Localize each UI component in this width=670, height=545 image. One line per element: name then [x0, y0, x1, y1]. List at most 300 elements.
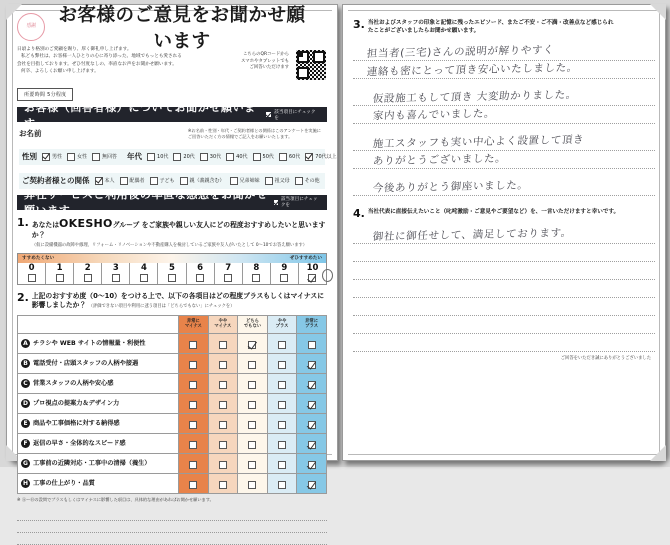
- q2-free-text-area[interactable]: [17, 509, 327, 545]
- section-title-respondent: お客様（回答者様）についてお聞かせ願います: [24, 100, 256, 130]
- checkbox-icon[interactable]: [265, 177, 273, 185]
- handwriting-line[interactable]: [353, 334, 655, 352]
- checkbox-icon[interactable]: [295, 177, 303, 185]
- matrix-cell-g-1[interactable]: [208, 453, 238, 473]
- handwriting-line[interactable]: [353, 226, 655, 244]
- checkbox-icon[interactable]: [248, 441, 256, 449]
- matrix-cell-f-2[interactable]: [238, 433, 268, 453]
- handwriting-line[interactable]: [353, 151, 655, 169]
- checkbox-icon[interactable]: [189, 441, 197, 449]
- option-label: 60代: [288, 154, 301, 161]
- relation-option-parent[interactable]: [180, 177, 225, 185]
- matrix-item-e: [18, 413, 179, 433]
- nps-scale: [17, 253, 327, 285]
- matrix-cell-c-2[interactable]: [238, 373, 268, 393]
- item-marker-icon: D: [21, 399, 30, 408]
- checkbox-icon[interactable]: [248, 361, 256, 369]
- handwriting-line[interactable]: [353, 262, 655, 280]
- q1-text-a: あなたは: [31, 220, 60, 229]
- q3-text-line-2: たことがございましたらお聞かせ願います。: [367, 28, 480, 35]
- checkbox-icon[interactable]: [278, 341, 286, 349]
- company-stamp-icon: 感謝: [17, 13, 45, 41]
- nps-value: 7: [225, 262, 232, 273]
- checkbox-icon[interactable]: [56, 274, 64, 282]
- option-label: 兄弟姉妹: [239, 178, 260, 185]
- handwritten-text: 仮設施工もして頂き 大変助かりました。: [372, 88, 578, 105]
- checkbox-icon[interactable]: [219, 461, 227, 469]
- checkbox-icon[interactable]: [28, 274, 36, 282]
- name-note: [188, 128, 325, 141]
- checkbox-icon[interactable]: [219, 381, 227, 389]
- checkbox-hint-icon: [266, 112, 271, 117]
- matrix-header-row: [18, 315, 327, 333]
- matrix-cell-h-4[interactable]: [297, 473, 327, 493]
- qr-note-line-3: ご回答いただけます: [249, 65, 289, 71]
- checkbox-icon[interactable]: [219, 421, 227, 429]
- checkbox-icon[interactable]: [278, 481, 286, 489]
- item-label: 工事前の近隣対応・工事中の清掃（養生）: [33, 460, 151, 468]
- header-line-2: プラス: [305, 324, 319, 330]
- item-marker-icon: C: [21, 379, 30, 388]
- header-line-1: 非常に: [186, 318, 200, 324]
- matrix-cell-e-1[interactable]: [208, 413, 238, 433]
- matrix-cell-c-1[interactable]: [208, 373, 238, 393]
- handwriting-line[interactable]: [353, 133, 655, 151]
- checkbox-icon[interactable]: [253, 153, 261, 161]
- question-3-number: 3.: [353, 18, 365, 31]
- checkbox-icon[interactable]: [168, 274, 176, 282]
- table-row: [18, 413, 327, 433]
- checkbox-icon[interactable]: [279, 153, 287, 161]
- handwritten-text: 担当者(三宅)さんの説明が解りやすく: [366, 43, 555, 60]
- item-label: プロ視点の提案力＆デザイン力: [33, 400, 120, 408]
- qr-note-line-1: こちらのQRコードから: [242, 52, 289, 57]
- q1-brand: OKESHO: [59, 216, 113, 230]
- checkbox-icon[interactable]: [248, 421, 256, 429]
- checkbox-icon[interactable]: [150, 177, 158, 185]
- checkbox-icon[interactable]: [278, 461, 286, 469]
- option-label: 本人: [104, 178, 115, 185]
- table-row: [18, 473, 327, 493]
- matrix-cell-b-0[interactable]: [179, 353, 209, 373]
- question-2-text: [32, 292, 327, 310]
- checkbox-icon[interactable]: [224, 274, 232, 282]
- table-row: [18, 333, 327, 353]
- item-marker-icon: B: [21, 359, 30, 368]
- matrix-cell-d-3[interactable]: [267, 393, 297, 413]
- nps-option-10[interactable]: [298, 263, 326, 284]
- page-title: お客様のご意見をお聞かせ願います: [58, 5, 306, 52]
- matrix-cell-f-4[interactable]: [297, 433, 327, 453]
- item-marker-icon: F: [21, 439, 30, 448]
- matrix-header-neutral: [238, 315, 268, 333]
- checkbox-icon[interactable]: [189, 461, 197, 469]
- checkbox-hint-icon: [274, 200, 278, 205]
- checkbox-icon[interactable]: [189, 341, 197, 349]
- gender-option-female[interactable]: [67, 153, 87, 161]
- matrix-cell-a-1[interactable]: [208, 333, 238, 353]
- name-label: お名前: [19, 129, 42, 138]
- question-1-text: [32, 217, 327, 249]
- handwriting-line[interactable]: [353, 316, 655, 334]
- age-option-30s[interactable]: [200, 153, 221, 161]
- option-label: 20代: [183, 154, 195, 161]
- checkbox-icon[interactable]: [308, 341, 316, 349]
- time-required-badge: 所要時間 5分程度: [17, 88, 73, 101]
- checkbox-icon[interactable]: [308, 401, 316, 409]
- question-1: [17, 217, 327, 249]
- age-label: 年代: [127, 152, 143, 162]
- qr-code-icon[interactable]: [295, 49, 327, 81]
- nps-option-1[interactable]: [45, 263, 73, 284]
- matrix-cell-b-2[interactable]: [238, 353, 268, 373]
- checkbox-icon[interactable]: [180, 177, 188, 185]
- matrix-item-a: [18, 333, 179, 353]
- matrix-cell-e-4[interactable]: [297, 413, 327, 433]
- option-label: 40代: [236, 154, 248, 161]
- checkbox-icon[interactable]: [278, 361, 286, 369]
- option-label: 無回答: [102, 154, 118, 161]
- matrix-header-very-minus: [179, 315, 209, 333]
- option-label: 70代以上: [315, 154, 337, 161]
- matrix-cell-b-4[interactable]: [297, 353, 327, 373]
- section-note-feedback: [274, 196, 320, 208]
- nps-value: 5: [169, 262, 175, 273]
- section-note-respondent: [266, 109, 320, 121]
- nps-right-label: ぜひすすめたい: [289, 256, 322, 262]
- question-1-subtext: （仮に設備機器の故障や修理、リフォーム・リノベーションや不動産購入を検討しているご家族や友人がいたとして 0〜10でお答え願います）: [31, 242, 308, 248]
- checkbox-icon[interactable]: [308, 274, 316, 282]
- checkbox-icon[interactable]: [147, 153, 155, 161]
- table-row: [18, 353, 327, 373]
- relation-option-spouse[interactable]: [120, 177, 145, 185]
- relation-option-other[interactable]: [295, 177, 320, 185]
- question-2: [17, 292, 327, 310]
- header-line-2: マイナス: [214, 324, 232, 330]
- matrix-header-blank: [18, 315, 179, 333]
- checkbox-icon[interactable]: [230, 177, 238, 185]
- item-marker-icon: G: [21, 459, 30, 468]
- checkbox-icon[interactable]: [308, 461, 316, 469]
- matrix-cell-d-4[interactable]: [297, 393, 327, 413]
- matrix-cell-e-2[interactable]: [238, 413, 268, 433]
- nps-value: 6: [197, 262, 204, 273]
- intro-line-3: 会社を目指しております。ぜひ忖度なしの、率直なお声をお聞かせ願います。: [17, 61, 177, 67]
- item-label: 営業スタッフの人柄や安心感: [33, 380, 114, 388]
- matrix-item-c: [18, 373, 179, 393]
- nps-options: [18, 263, 326, 284]
- section-note-text: 該当項目にチェックを: [280, 197, 318, 209]
- table-row: [18, 453, 327, 473]
- checkbox-icon[interactable]: [248, 381, 256, 389]
- checkbox-icon[interactable]: [308, 381, 316, 389]
- option-label: 50代: [262, 154, 274, 161]
- section-header-respondent: [17, 100, 327, 130]
- question-4: [353, 208, 655, 219]
- respondent-fields: [17, 122, 337, 189]
- option-label: 30代: [209, 154, 222, 161]
- nps-value: 0: [28, 262, 35, 273]
- question-4-number: 4.: [353, 206, 365, 220]
- age-option-20s[interactable]: [173, 153, 194, 161]
- question-4-text: 当社代表に直接伝えたいこと（叱咤激励・ご意見やご要望など）を、一言いただけますと幸いです。: [367, 208, 620, 215]
- checkbox-icon[interactable]: [248, 341, 256, 349]
- nps-option-9[interactable]: [270, 263, 298, 284]
- checkbox-icon[interactable]: [189, 421, 197, 429]
- item-label: 返信の早さ・全体的なスピード感: [33, 440, 126, 448]
- name-note-line-1: ※お名前・性別・年代・ご契約者様との関係はこのアンケートを実施に: [187, 128, 321, 133]
- header-line-2: でもない: [243, 324, 262, 330]
- matrix-item-f: [18, 433, 179, 453]
- left-page: [6, 4, 338, 502]
- section-title-feedback: 弊社サービスご利用後の率直な感想をお聞かせ願います: [24, 188, 268, 218]
- nps-value: 8: [253, 262, 260, 273]
- relation-option-grandparent[interactable]: [265, 177, 290, 185]
- intro-line-4: 何卒、よろしくお願い申し上げます。: [21, 69, 99, 75]
- nps-option-5[interactable]: [157, 263, 185, 284]
- item-label: チラシや WEB サイトの情報量・利便性: [33, 340, 146, 348]
- section-header-feedback: [17, 188, 327, 218]
- question-1-number: 1.: [17, 215, 29, 229]
- nps-option-4[interactable]: [129, 263, 157, 284]
- checkbox-icon[interactable]: [278, 381, 286, 389]
- checkbox-icon[interactable]: [219, 481, 227, 489]
- checkbox-icon[interactable]: [140, 274, 148, 282]
- matrix-cell-d-2[interactable]: [238, 393, 268, 413]
- checkbox-icon[interactable]: [219, 401, 227, 409]
- handwriting-line[interactable]: [353, 244, 655, 262]
- matrix-header-plus: [267, 315, 297, 333]
- option-label: 配偶者: [129, 178, 145, 185]
- relation-option-self[interactable]: [95, 177, 115, 185]
- option-label: 子ども: [159, 178, 175, 185]
- handwritten-text: 御社に御任せして、満足しております。: [372, 226, 573, 243]
- relation-label: ご契約者様との関係: [22, 176, 90, 186]
- table-row: [18, 433, 327, 453]
- checkbox-icon[interactable]: [189, 381, 197, 389]
- matrix-item-d: [18, 393, 179, 413]
- matrix-cell-c-3[interactable]: [267, 373, 297, 393]
- gender-option-male[interactable]: [42, 153, 62, 161]
- age-option-50s[interactable]: [253, 153, 274, 161]
- matrix-item-b: [18, 353, 179, 373]
- matrix-cell-f-1[interactable]: [208, 433, 238, 453]
- handwriting-line[interactable]: [353, 298, 655, 316]
- header-line-1: やや: [277, 318, 287, 324]
- checkbox-icon[interactable]: [308, 421, 316, 429]
- q1-text-b: グループ をご家族や親しい友人にどの程度おすすめしたいと思いますか？: [31, 220, 326, 240]
- nps-value: 4: [140, 262, 147, 273]
- option-label: その他: [304, 178, 320, 185]
- matrix-cell-g-2[interactable]: [238, 453, 268, 473]
- matrix-header-very-plus: [297, 315, 327, 333]
- matrix-cell-h-0[interactable]: [179, 473, 209, 493]
- free-text-line[interactable]: [17, 509, 327, 521]
- item-marker-icon: A: [21, 339, 30, 348]
- question-3: [353, 19, 655, 36]
- matrix-cell-h-3[interactable]: [267, 473, 297, 493]
- question-3-text: [368, 19, 614, 36]
- checkbox-icon[interactable]: [305, 153, 313, 161]
- qr-note-line-2: スマホやタブレットでも: [241, 58, 289, 64]
- matrix-footnote: ※ Ⓐ〜Ⓗの設問でプラスもしくはマイナスに影響した項目は、具体的な理由があればお聞かせ願います。: [17, 496, 214, 502]
- free-text-line[interactable]: [17, 521, 327, 533]
- matrix-cell-d-0[interactable]: [179, 393, 209, 413]
- checkbox-icon[interactable]: [248, 461, 256, 469]
- item-marker-icon: E: [21, 419, 30, 428]
- item-marker-icon: H: [22, 479, 29, 487]
- intro-block: [17, 46, 327, 81]
- intro-text: [17, 46, 235, 76]
- matrix-cell-b-3[interactable]: [267, 353, 297, 373]
- checkbox-icon[interactable]: [112, 274, 120, 282]
- nps-option-3[interactable]: [101, 263, 129, 284]
- matrix-cell-g-4[interactable]: [297, 453, 327, 473]
- matrix-cell-c-0[interactable]: [179, 373, 209, 393]
- matrix-cell-g-3[interactable]: [267, 453, 297, 473]
- matrix-cell-e-0[interactable]: [179, 413, 209, 433]
- checkbox-icon[interactable]: [84, 274, 92, 282]
- checkbox-icon[interactable]: [278, 401, 286, 409]
- checkbox-icon[interactable]: [308, 481, 316, 489]
- q4-answer-area[interactable]: [353, 226, 655, 352]
- nps-option-6[interactable]: [186, 263, 214, 284]
- handwritten-text: 連絡も密にとって頂き安心いたしました。: [366, 61, 579, 78]
- checkbox-icon[interactable]: [189, 361, 197, 369]
- checkbox-icon[interactable]: [189, 401, 197, 409]
- nps-option-0[interactable]: [18, 263, 45, 284]
- handwriting-line[interactable]: [353, 106, 655, 124]
- checkbox-icon[interactable]: [67, 153, 75, 161]
- intro-line-2: 私ども弊社は、お客様一人ひとりの心に寄り添った、地域でもっとも愛される: [21, 54, 182, 60]
- nps-left-label: すすめたくない: [22, 256, 55, 262]
- handwriting-line[interactable]: [353, 280, 655, 298]
- matrix-cell-f-3[interactable]: [267, 433, 297, 453]
- header-line-2: マイナス: [184, 324, 202, 330]
- checkbox-icon[interactable]: [42, 153, 50, 161]
- option-label: 親（義親含む）: [189, 178, 225, 185]
- q3-answer-area[interactable]: [353, 43, 655, 196]
- checkbox-icon[interactable]: [252, 274, 260, 282]
- item-label: 電話受付・店頭スタッフの人柄や接遇: [33, 360, 139, 368]
- matrix-cell-f-0[interactable]: [179, 433, 209, 453]
- matrix-cell-g-0[interactable]: [179, 453, 209, 473]
- nps-option-2[interactable]: [73, 263, 101, 284]
- nps-option-7[interactable]: [214, 263, 242, 284]
- matrix-cell-e-3[interactable]: [267, 413, 297, 433]
- handwritten-text: 今後ありがとう御座いました。: [372, 179, 530, 195]
- evaluation-matrix: [17, 315, 327, 494]
- matrix-item-h: [18, 473, 179, 493]
- age-option-40s[interactable]: [226, 153, 247, 161]
- q3-text-line-1: 当社およびスタッフの印象と記憶に残ったエピソード、またご不安・ご不満・改善点など感じられ: [367, 20, 614, 26]
- section-note-text: 該当項目にチェックを: [274, 109, 316, 121]
- nps-value: 9: [281, 262, 288, 273]
- matrix-item-g: [18, 453, 179, 473]
- relation-option-sibling[interactable]: [230, 177, 260, 185]
- checkbox-icon[interactable]: [280, 274, 288, 282]
- checkbox-icon[interactable]: [278, 441, 286, 449]
- nps-option-8[interactable]: [242, 263, 270, 284]
- nps-value: 2: [84, 262, 91, 273]
- nps-value: 1: [56, 262, 63, 273]
- option-label: 10代: [157, 154, 169, 161]
- nps-value: 3: [112, 262, 119, 273]
- handwriting-line[interactable]: [353, 43, 655, 61]
- checkbox-icon[interactable]: [308, 441, 316, 449]
- matrix-cell-c-4[interactable]: [297, 373, 327, 393]
- checkbox-icon[interactable]: [196, 274, 204, 282]
- matrix-cell-d-1[interactable]: [208, 393, 238, 413]
- question-2-number: 2.: [17, 291, 29, 305]
- item-label: 工事の仕上がり・品質: [33, 480, 95, 488]
- gender-age-row: [19, 149, 337, 165]
- gender-option-noanswer[interactable]: [92, 153, 117, 161]
- handwritten-text: ありがとうございました。: [372, 152, 507, 168]
- free-text-line[interactable]: [17, 533, 327, 545]
- option-label: 女性: [77, 154, 88, 161]
- checkbox-icon[interactable]: [200, 153, 208, 161]
- handwriting-line[interactable]: [353, 61, 655, 79]
- name-note-line-2: ご回答いただく方の情報でご記入をお願いいたします。: [187, 134, 293, 140]
- checkbox-icon[interactable]: [226, 153, 234, 161]
- thanks-message: ご回答をいただき誠にありがとうございました: [560, 355, 651, 361]
- handwriting-line[interactable]: [353, 88, 655, 106]
- checkbox-icon[interactable]: [248, 401, 256, 409]
- checkbox-icon[interactable]: [248, 481, 256, 489]
- option-label: 祖父母: [274, 178, 290, 185]
- age-option-70plus[interactable]: [305, 153, 336, 161]
- checkbox-icon[interactable]: [92, 153, 100, 161]
- checkbox-icon[interactable]: [173, 153, 181, 161]
- matrix-cell-b-1[interactable]: [208, 353, 238, 373]
- handwritten-circle-mark: [322, 269, 333, 282]
- handwritten-text: 施工スタッフも実い中心よく設置して頂き: [372, 133, 585, 150]
- matrix-header-minus: [208, 315, 238, 333]
- checkbox-icon[interactable]: [219, 341, 227, 349]
- intro-line-1: 日頃より格別のご愛顧を賜り、厚く御礼申し上げます。: [17, 47, 132, 52]
- checkbox-icon[interactable]: [308, 361, 316, 369]
- header-line-1: 非常に: [305, 318, 319, 324]
- gender-label: 性別: [22, 152, 37, 162]
- checkbox-icon[interactable]: [120, 177, 128, 185]
- age-option-10s[interactable]: [147, 153, 168, 161]
- handwriting-line[interactable]: [353, 178, 655, 196]
- checkbox-icon[interactable]: [219, 361, 227, 369]
- item-label: 商品や工事価格に対する納得感: [33, 420, 120, 428]
- checkbox-icon[interactable]: [278, 421, 286, 429]
- header-line-1: どちら: [246, 318, 259, 324]
- qr-instruction-text: [241, 46, 289, 72]
- relation-option-child[interactable]: [150, 177, 175, 185]
- matrix-cell-a-2[interactable]: [238, 333, 268, 353]
- question-2-subtext: （評価できない項目や利用に迷う項目は「どちらでもない」にチェックを）: [88, 304, 235, 310]
- matrix-cell-a-0[interactable]: [179, 333, 209, 353]
- handwritten-text: 家内も喜んでいました。: [372, 107, 496, 123]
- right-page: [342, 4, 666, 461]
- q2-main-text: 上記のおすすめ度（0〜10）をつける上で、以下の各項目はどの程度プラスもしくはマイナスに影響しましたか？: [31, 292, 325, 310]
- matrix-cell-h-1[interactable]: [208, 473, 238, 493]
- table-row: [18, 393, 327, 413]
- checkbox-icon[interactable]: [95, 177, 103, 185]
- checkbox-icon[interactable]: [189, 481, 197, 489]
- matrix-cell-h-2[interactable]: [238, 473, 268, 493]
- table-row: [18, 373, 327, 393]
- age-option-60s[interactable]: [279, 153, 300, 161]
- matrix-cell-a-4[interactable]: [297, 333, 327, 353]
- checkbox-icon[interactable]: [219, 441, 227, 449]
- matrix-cell-a-3[interactable]: [267, 333, 297, 353]
